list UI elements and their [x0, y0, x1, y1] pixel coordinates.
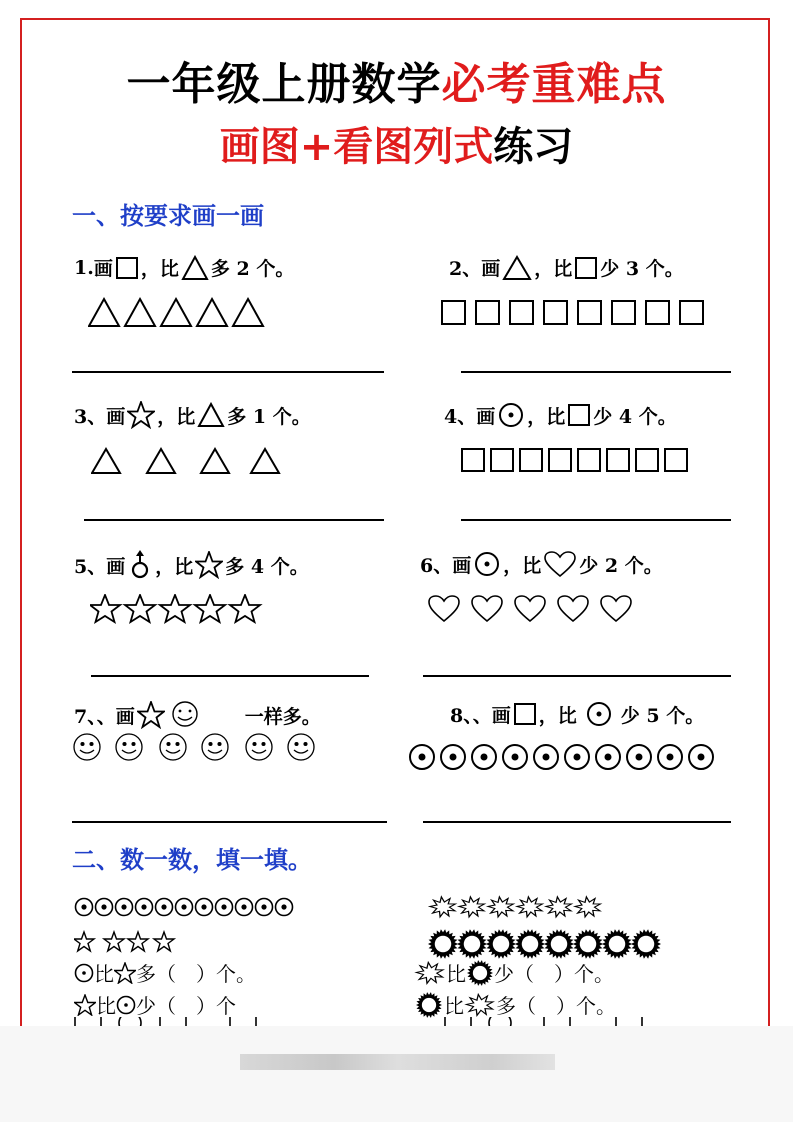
subtitle-red-part: 画图+看图列式: [219, 124, 494, 170]
q2-compare-word: ，比: [534, 258, 573, 280]
triangle-icon: [197, 299, 227, 326]
triangle-icon: [197, 402, 225, 428]
star-icon: [74, 994, 96, 1016]
q2-draw-word: 画: [481, 258, 501, 280]
q5-number: 5、: [74, 555, 107, 578]
triangle-icon: [181, 255, 209, 281]
s2-blank-less: 少（ ）个。: [494, 962, 614, 986]
burst-icon: [464, 992, 496, 1018]
triangle-icon: [502, 255, 532, 281]
q1-triangles: [88, 296, 268, 330]
burst-icon: [575, 897, 600, 917]
burst-icon: [416, 962, 443, 983]
s2-compare-word: 比: [96, 994, 116, 1018]
s2-blank-less: 少（ ）个: [136, 994, 236, 1018]
section-2-heading: 二、数一数，填一填。: [72, 846, 312, 874]
s2-blank-more: 多（ ）个。: [136, 962, 256, 986]
question-7: [74, 700, 321, 730]
s2-blank-more: 多（ ）个。: [496, 994, 616, 1018]
s2-right-question-1: [414, 958, 614, 987]
q4-squares: [460, 447, 700, 475]
answer-line: [423, 675, 731, 677]
q8-number: 8、、: [450, 704, 492, 727]
triangle-icon: [89, 299, 119, 326]
q6-number: 6、: [420, 554, 453, 577]
q8-compare-word: ，比: [538, 704, 577, 727]
square-icon: [513, 702, 537, 726]
q5-draw-word: 画: [106, 555, 126, 578]
burst-icon: [459, 897, 484, 917]
s2-left-star-row: [74, 930, 178, 954]
sun-icon: [466, 959, 494, 987]
q4-number: 4、: [444, 405, 477, 428]
dot-circle-icon: [116, 995, 136, 1015]
burst-icon: [414, 960, 446, 986]
q5-tail: 多 4 个。: [225, 555, 309, 578]
burst-icon: [430, 897, 455, 917]
question-5: [74, 550, 309, 580]
square-icon: [574, 256, 598, 280]
s2-right-cut-shapes: [444, 1017, 664, 1026]
question-4: [444, 401, 677, 429]
q2-tail: 少 3 个。: [600, 258, 684, 280]
star-icon: [195, 551, 223, 579]
burst-icon: [517, 897, 542, 917]
s2-left-question-1: [74, 958, 256, 987]
q7-tail: 一样多。: [244, 705, 321, 728]
q6-compare-word: ，比: [503, 554, 542, 577]
answer-line: [461, 519, 731, 521]
triangle-icon: [233, 299, 263, 326]
s2-compare-word: 比: [444, 994, 464, 1018]
q3-compare-word: ，比: [157, 405, 196, 428]
subtitle-black-part: 练习: [493, 124, 574, 170]
dot-circle-icon: [497, 401, 525, 429]
question-6: [420, 550, 663, 578]
q7-draw-word: 画: [115, 705, 135, 728]
s2-left-cut-shapes: [74, 1017, 274, 1026]
blurred-watermark: [240, 1054, 555, 1070]
q6-tail: 少 2 个。: [579, 554, 663, 577]
q4-compare-word: ，比: [527, 405, 566, 428]
q1-compare-word: ，比: [140, 258, 179, 280]
answer-line: [72, 821, 387, 823]
q8-dot-circles: [407, 742, 727, 774]
q8-draw-word: 画: [491, 704, 511, 727]
q6-hearts: [428, 594, 634, 624]
burst-icon: [546, 897, 571, 917]
answer-line: [461, 371, 731, 373]
dot-circle-icon: [74, 963, 94, 983]
q1-draw-word: 画: [93, 258, 113, 280]
page-footer: [0, 1026, 793, 1122]
burst-icon: [488, 897, 513, 917]
square-icon: [115, 256, 139, 280]
s2-right-burst-row: [428, 892, 608, 922]
title-red-part: 必考重难点: [441, 59, 667, 110]
male-symbol-icon: [127, 550, 153, 580]
question-3: [74, 401, 311, 429]
question-8: [450, 700, 704, 728]
q3-draw-word: 画: [106, 405, 126, 428]
title-black-part: 一年级上册数学: [126, 59, 442, 110]
q4-draw-word: 画: [476, 405, 496, 428]
s2-compare-word: 比: [446, 962, 466, 986]
q4-tail: 少 4 个。: [593, 405, 677, 428]
triangle-icon: [161, 299, 191, 326]
q3-number: 3、: [74, 405, 107, 428]
s2-right-sun-row: [428, 928, 664, 960]
q8-tail: 少 5 个。: [620, 704, 705, 727]
answer-line: [84, 519, 384, 521]
q7-number: 7、、: [74, 705, 116, 728]
main-title: [0, 48, 793, 112]
heart-icon: [543, 550, 577, 578]
q1-number: 1.: [74, 256, 94, 279]
dot-circle-icon: [579, 700, 619, 728]
q3-tail: 多 1 个。: [227, 405, 311, 428]
question-1: [74, 254, 294, 281]
q1-tail: 多 2 个。: [210, 258, 295, 280]
q6-draw-word: 画: [452, 554, 472, 577]
smiley-icon: [169, 700, 201, 730]
star-icon: [127, 401, 155, 429]
burst-icon: [466, 994, 493, 1015]
dot-circle-icon: [473, 550, 501, 578]
s2-left-dot-circle-row: [74, 896, 298, 918]
subtitle: [0, 115, 793, 172]
triangle-icon: [125, 299, 155, 326]
s2-right-question-2: [414, 990, 616, 1019]
answer-line: [91, 675, 369, 677]
square-icon: [567, 403, 591, 427]
section-1-heading: 一、按要求画一画: [72, 202, 264, 230]
q2-number: 2、: [449, 258, 482, 280]
answer-line: [72, 371, 384, 373]
q5-stars: [90, 594, 266, 626]
q2-squares: [440, 298, 716, 328]
q5-compare-word: ，比: [155, 555, 194, 578]
s2-left-question-2: [74, 990, 236, 1019]
sun-icon: [414, 991, 444, 1019]
star-icon: [114, 962, 136, 984]
q7-smileys: [72, 732, 322, 762]
question-2: [449, 254, 684, 281]
s2-compare-word: 比: [94, 962, 114, 986]
answer-line: [423, 821, 731, 823]
q3-triangles: [91, 446, 283, 476]
star-icon: [137, 701, 165, 729]
